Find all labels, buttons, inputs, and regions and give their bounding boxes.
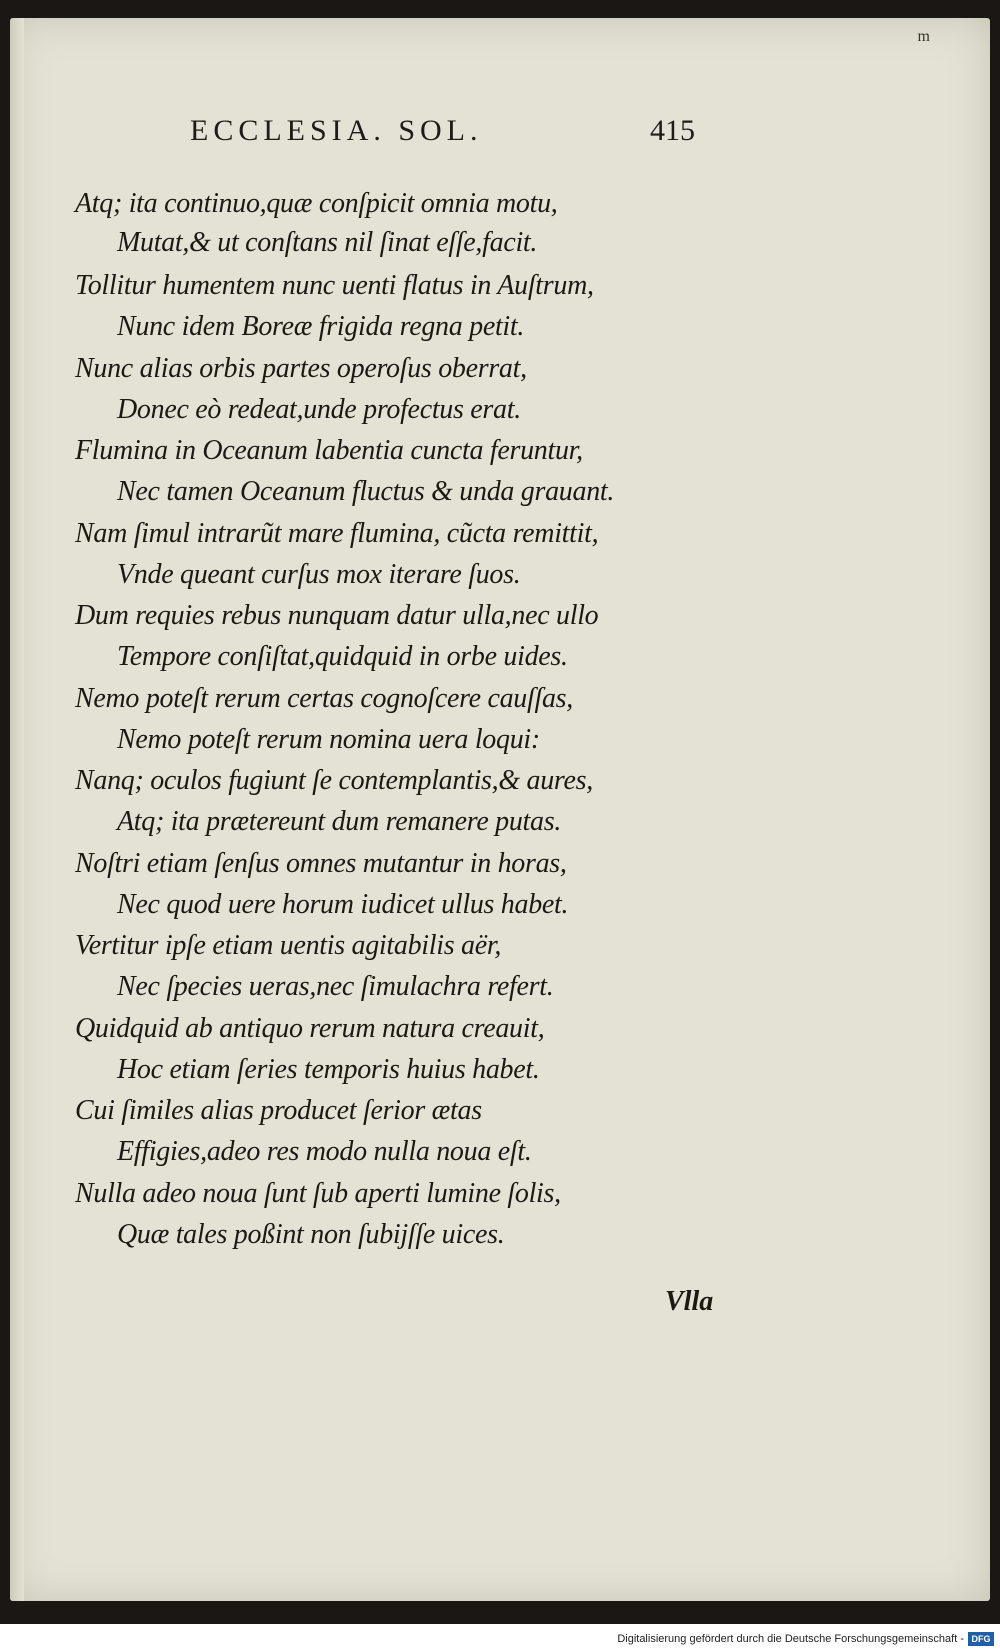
verse-line: Nec ſpecies ueras,nec ſimulachra refert.: [117, 971, 554, 1002]
page-number: 415: [650, 114, 695, 147]
verse-line: Nemo poteſt rerum nomina uera loqui:: [117, 724, 540, 755]
verse-line: Cui ſimiles alias producet ſerior ætas: [75, 1095, 482, 1126]
verse-line: Noſtri etiam ſenſus omnes mutantur in horas,: [75, 848, 567, 879]
verse-line: Nanq; oculos fugiunt ſe contemplantis,& aures,: [75, 765, 593, 796]
verse-line: Donec eò redeat,unde profectus erat.: [117, 394, 521, 425]
footer-credit: Digitalisierung gefördert durch die Deutsche Forschungsgemeinschaft -: [617, 1633, 964, 1645]
verse-line: Mutat,& ut conſtans nil ſinat eſſe,facit.: [117, 227, 538, 258]
verse-line: Atq; ita prætereunt dum remanere putas.: [117, 806, 562, 837]
verse-line: Nec quod uere horum iudicet ullus habet.: [117, 889, 569, 920]
verse-line: Nunc alias orbis partes operoſus oberrat,: [75, 353, 527, 384]
verse-line: Atq; ita continuo,quæ conſpicit omnia motu,: [75, 188, 558, 219]
verse-line: Nec tamen Oceanum fluctus & unda grauant.: [117, 476, 615, 507]
verse-line: Tollitur humentem nunc uenti flatus in Auſtrum,: [75, 270, 594, 301]
corner-mark: m: [917, 28, 930, 45]
verse-line: Hoc etiam ſeries temporis huius habet.: [117, 1054, 540, 1085]
verse-line: Nulla adeo noua ſunt ſub aperti lumine ſolis,: [75, 1178, 561, 1209]
dfg-logo-icon: DFG: [968, 1632, 994, 1646]
verse-line: Quæ tales poßint non ſubijſſe uices.: [117, 1219, 505, 1250]
page-gutter: [10, 18, 24, 1601]
verse-line: Dum requies rebus nunquam datur ulla,nec ullo: [75, 600, 599, 631]
book-page: [10, 18, 990, 1601]
catchword: Vlla: [665, 1286, 714, 1317]
verse-line: Quidquid ab antiquo rerum natura creauit,: [75, 1013, 545, 1044]
verse-line: Tempore conſiſtat,quidquid in orbe uides.: [117, 641, 568, 672]
verse-line: Nunc idem Boreæ frigida regna petit.: [117, 311, 525, 342]
verse-line: Vertitur ipſe etiam uentis agitabilis aër,: [75, 930, 502, 961]
verse-line: Vnde queant curſus mox iterare ſuos.: [117, 559, 521, 590]
footer-bar: [0, 1624, 1000, 1650]
verse-line: Flumina in Oceanum labentia cuncta feruntur,: [75, 435, 583, 466]
verse-line: Nam ſimul intrarũt mare flumina, cũcta remittit,: [75, 518, 599, 549]
verse-line: Effigies,adeo res modo nulla noua eſt.: [117, 1136, 532, 1167]
running-head: ECCLESIA. SOL.: [190, 114, 483, 147]
verse-line: Nemo poteſt rerum certas cognoſcere cauſſas,: [75, 683, 573, 714]
